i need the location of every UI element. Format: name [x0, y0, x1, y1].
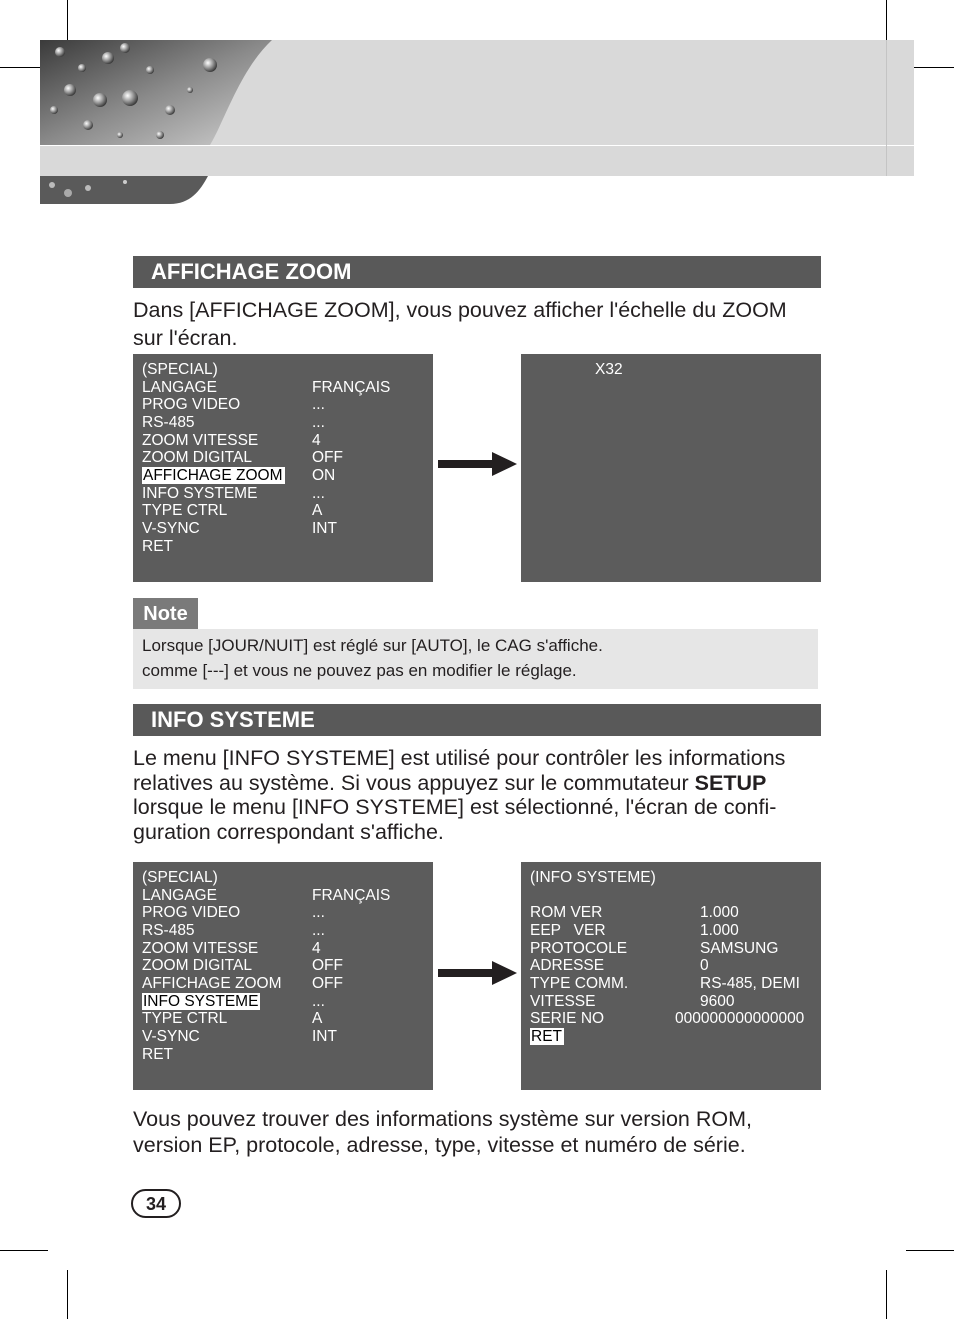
menu-value: OFF — [312, 975, 343, 992]
intro-text: relatives au système. Si vous appuyez sur le commutateur — [133, 770, 695, 795]
info-ret-selected — [530, 1028, 564, 1046]
menu-value: A — [312, 1010, 323, 1027]
note-body — [133, 629, 818, 689]
note-line: Lorsque [JOUR/NUIT] est réglé sur [AUTO], le CAG s'affiche. — [142, 636, 603, 655]
footer-line: Vous pouvez trouver des informations système sur version ROM, — [133, 1107, 752, 1131]
menu-label: ZOOM DIGITAL — [142, 957, 252, 974]
crop-mark — [906, 1250, 954, 1251]
intro-line: guration correspondant s'affiche. — [133, 819, 444, 844]
arrow-right-icon — [438, 960, 518, 986]
menu-value: ... — [312, 485, 325, 502]
info-value: 0 — [700, 957, 709, 974]
arrow-right-icon — [438, 451, 518, 477]
menu-value: 4 — [312, 432, 321, 449]
section-intro — [133, 298, 823, 350]
menu-label: TYPE CTRL — [142, 502, 228, 519]
info-value: RS-485, DEMI — [700, 975, 800, 992]
selection-highlight: RET — [531, 1028, 562, 1045]
info-value: 9600 — [700, 993, 735, 1010]
footer-paragraph — [133, 1106, 823, 1158]
crop-mark — [886, 1270, 887, 1319]
info-label: ADRESSE — [530, 957, 605, 974]
menu-label: ZOOM DIGITAL — [142, 449, 252, 466]
menu-value: FRANÇAIS — [312, 379, 391, 396]
info-value: 000000000000000 — [675, 1010, 805, 1027]
info-value: 1.000 — [700, 904, 739, 921]
water-drops-image — [40, 40, 272, 145]
intro-line: Dans [AFFICHAGE ZOOM], vous pouvez afficher l'échelle du ZOOM — [133, 298, 787, 322]
menu-value: INT — [312, 520, 337, 537]
menu-label: LANGAGE — [142, 379, 217, 396]
crop-mark — [0, 1250, 48, 1251]
menu-value: FRANÇAIS — [312, 887, 391, 904]
osd-zoom-display — [521, 354, 821, 582]
note-line: comme [---] et vous ne pouvez pas en modifier le réglage. — [142, 661, 577, 680]
setup-keyword: SETUP — [694, 770, 767, 795]
info-label: TYPE COMM. — [530, 975, 629, 992]
menu-label: RS-485 — [142, 414, 195, 431]
note-tab: Note — [133, 598, 198, 629]
info-value: SAMSUNG — [700, 940, 779, 957]
osd-special-menu — [133, 862, 433, 1090]
section-title-info-systeme: INFO SYSTEME — [133, 704, 821, 736]
header-divider — [886, 40, 887, 176]
menu-label: AFFICHAGE ZOOM — [142, 975, 282, 992]
info-label: VITESSE — [530, 993, 596, 1010]
menu-label: V-SYNC — [142, 520, 200, 537]
menu-label: RET — [142, 538, 173, 555]
intro-line — [133, 771, 823, 796]
menu-label: LANGAGE — [142, 887, 217, 904]
info-label: SERIE NO — [530, 1010, 605, 1027]
osd-info-systeme — [521, 862, 821, 1090]
menu-header: (SPECIAL) — [142, 361, 218, 378]
info-label: ROM VER — [530, 904, 603, 921]
menu-label: RET — [142, 1046, 173, 1063]
menu-value: ... — [312, 396, 325, 413]
menu-value: INT — [312, 1028, 337, 1045]
info-header: (INFO SYSTEME) — [530, 869, 656, 886]
info-value: 1.000 — [700, 922, 739, 939]
crop-mark — [67, 1270, 68, 1319]
menu-value: ... — [312, 993, 325, 1010]
section-title-affichage-zoom: AFFICHAGE ZOOM — [133, 256, 821, 288]
menu-label: ZOOM VITESSE — [142, 940, 259, 957]
menu-label: RS-485 — [142, 922, 195, 939]
menu-label: TYPE CTRL — [142, 1010, 228, 1027]
menu-label-selected — [142, 993, 260, 1011]
menu-label: ZOOM VITESSE — [142, 432, 259, 449]
selection-highlight: INFO SYSTEME — [143, 993, 259, 1010]
intro-line: Le menu [INFO SYSTEME] est utilisé pour contrôler les informations — [133, 746, 786, 770]
footer-line: version EP, protocole, adresse, type, vitesse et numéro de série. — [133, 1133, 746, 1157]
menu-value: ... — [312, 922, 325, 939]
intro-line: lorsque le menu [INFO SYSTEME] est sélectionné, l'écran de confi- — [133, 795, 777, 819]
info-label: EEP VER — [530, 922, 606, 939]
intro-line: sur l'écran. — [133, 325, 238, 350]
menu-label: PROG VIDEO — [142, 396, 241, 413]
menu-value: OFF — [312, 957, 343, 974]
selection-highlight: AFFICHAGE ZOOM — [143, 467, 283, 484]
info-label: PROTOCOLE — [530, 940, 628, 957]
menu-value: A — [312, 502, 323, 519]
menu-label-selected — [142, 467, 285, 485]
menu-header: (SPECIAL) — [142, 869, 218, 886]
menu-label: V-SYNC — [142, 1028, 200, 1045]
menu-value: 4 — [312, 940, 321, 957]
section-intro — [133, 746, 823, 844]
header-strip — [40, 146, 914, 176]
menu-label: PROG VIDEO — [142, 904, 241, 921]
menu-value: ON — [312, 467, 336, 484]
menu-value: OFF — [312, 449, 343, 466]
menu-value: ... — [312, 414, 325, 431]
page-number: 34 — [131, 1189, 181, 1218]
zoom-scale-label: X32 — [595, 361, 623, 378]
water-drops-tab — [40, 176, 208, 204]
osd-special-menu — [133, 354, 433, 582]
menu-value: ... — [312, 904, 325, 921]
menu-label: INFO SYSTEME — [142, 485, 258, 502]
